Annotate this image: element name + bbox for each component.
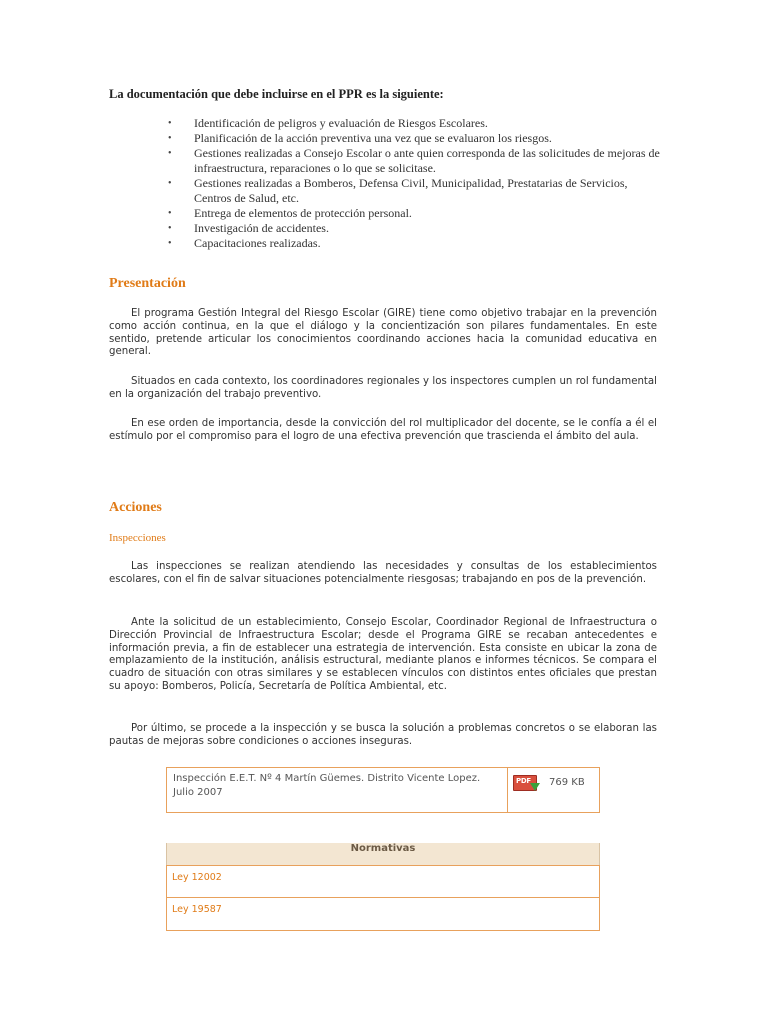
- download-title: Inspección E.E.T. Nº 4 Martín Güemes. Distrito Vicente Lopez. Julio 2007: [167, 768, 508, 812]
- list-item: • Gestiones realizadas a Consejo Escolar o ante quien corresponda de las solicitudes de mejoras de infraestructura, reparaciones o lo que se solicitase.: [168, 146, 663, 176]
- presentacion-paragraph-3: En ese orden de importancia, desde la convicción del rol multiplicador del docente, se le confía a él el estímulo por el compromiso para el logro de una efectiva prevención que trascienda el ámbito del aula.: [109, 418, 657, 442]
- file-size: 769 KB: [549, 777, 585, 788]
- normativas-table: [166, 843, 600, 932]
- download-box: [166, 767, 600, 813]
- list-item: • Capacitaciones realizadas.: [168, 236, 663, 251]
- presentacion-paragraph-1: El programa Gestión Integral del Riesgo Escolar (GIRE) tiene como objetivo trabajar en la prevención como acción continua, en la que el diálogo y la concientización son pilares fundamentales. En este sentido, pretende articular los conocimientos coordinando acciones hacia la comunidad educativa en general.: [109, 308, 657, 358]
- law-link[interactable]: Ley 19587: [172, 904, 222, 915]
- acciones-paragraph-2: Ante la solicitud de un establecimiento, Consejo Escolar, Coordinador Regional de Infraestructura o Dirección Provincial de Infraestructura Escolar; desde el Programa GIRE se recaban antecedentes e información previa, a fin de establecer una estrategia de intervención. Esta consiste en ubicar la zona de emplazamiento de la institución, análisis estructural, mediante planos e informes técnicos. Se compara el cuadro de situación con otras similares y se establecen vínculos con distintos entes oficiales que prestan su apoyo: Bomberos, Policía, Secretaría de Política Ambiental, etc.: [109, 617, 657, 692]
- pdf-icon[interactable]: PDF: [513, 775, 539, 793]
- acciones-paragraph-3: Por último, se procede a la inspección y se busca la solución a problemas concretos o se elaboran las pautas de mejoras sobre condiciones o acciones inseguras.: [109, 723, 657, 747]
- table-row[interactable]: [166, 898, 600, 931]
- list-item: • Planificación de la acción preventiva una vez que se evaluaron los riesgos.: [168, 131, 663, 146]
- list-item: • Gestiones realizadas a Bomberos, Defensa Civil, Municipalidad, Prestatarias de Servicios, Centros de Salud, etc.: [168, 176, 663, 206]
- list-item: • Investigación de accidentes.: [168, 221, 663, 236]
- presentacion-heading: Presentación: [109, 276, 186, 291]
- presentacion-paragraph-2: Situados en cada contexto, los coordinadores regionales y los inspectores cumplen un rol fundamental en la organización del trabajo preventivo.: [109, 376, 657, 400]
- acciones-heading: Acciones: [109, 500, 162, 515]
- normativas-header: Normativas: [166, 843, 600, 865]
- download-link[interactable]: [508, 768, 590, 812]
- acciones-paragraph-1: Las inspecciones se realizan atendiendo las necesidades y consultas de los establecimientos escolares, con el fin de salvar situaciones potencialmente riesgosas; trabajando en pos de la prevención.: [109, 561, 657, 585]
- documentation-list: [168, 116, 663, 251]
- table-row[interactable]: [166, 865, 600, 898]
- intro-heading: La documentación que debe incluirse en el PPR es la siguiente:: [109, 87, 444, 101]
- inspecciones-subheading: Inspecciones: [109, 532, 166, 544]
- list-item: • Identificación de peligros y evaluación de Riesgos Escolares.: [168, 116, 663, 131]
- list-item: • Entrega de elementos de protección personal.: [168, 206, 663, 221]
- law-link[interactable]: Ley 12002: [172, 872, 222, 883]
